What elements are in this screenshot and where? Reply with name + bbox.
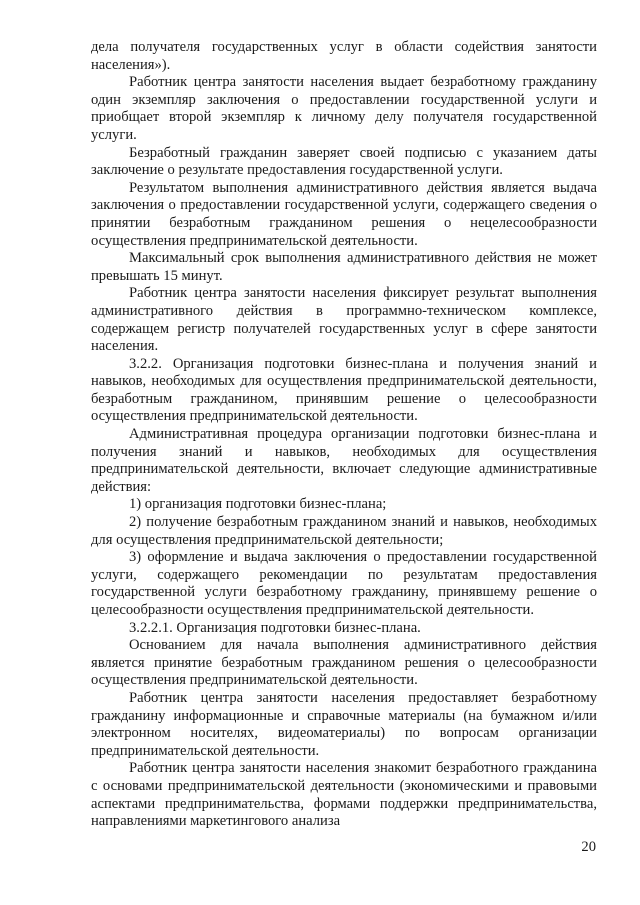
section-heading-3-2-2: 3.2.2. Организация подготовки бизнес-плана и получения знаний и навыков, необходимых для осуществления предпринимательской деятельности, безработным гражданином, принявшим решение о целесообразности осуществления предпринимательской деятельности. (91, 355, 597, 425)
paragraph-5: Максимальный срок выполнения административного действия не может превышать 15 минут. (91, 250, 597, 284)
paragraph-4: Результатом выполнения административного действия является выдача заключения о предоставлении государственной услуги, содержащего сведения о принятии безработным гражданином решения о нецелесообразности осуществления предпринимательской деятельности. (91, 179, 597, 249)
paragraph-1: дела получателя государственных услуг в области содействия занятости населения»). (91, 39, 597, 73)
paragraph-8: Административная процедура организации подготовки бизнес-плана и получения знаний и навыков, необходимых для осуществления предпринимательской деятельности, включает следующие административные действия: (91, 426, 597, 495)
list-item-1: 1) организация подготовки бизнес-плана; (129, 496, 387, 513)
paragraph-2: Работник центра занятости населения выдает безработному гражданину один экземпляр заключения о предоставлении государственной услуги и приобщает второй экземпляр к личному делу получателя государственной услуги. (91, 74, 597, 143)
page-number: 20 (581, 839, 596, 855)
paragraph-13: Основанием для начала выполнения административного действия является принятие безработным гражданином решения о целесообразности осуществления предпринимательской деятельности. (91, 637, 597, 689)
paragraph-14: Работник центра занятости населения предоставляет безработному гражданину информационные и справочные материалы (на бумажном и/или электронном носителях, видеоматериалы) по вопросам организации предпринимательской деятельности. (91, 689, 597, 759)
section-heading-3-2-2-1: 3.2.2.1. Организация подготовки бизнес-плана. (129, 619, 421, 636)
list-item-3: 3) оформление и выдача заключения о предоставлении государственной услуги, содержащего рекомендации по результатам предоставления государственной услуги безработному гражданину, принявшему решение о целесообразности осуществления предпринимательской деятельности. (91, 549, 597, 618)
paragraph-15: Работник центра занятости населения знакомит безработного гражданина с основами предпринимательской деятельности (экономическими и правовыми аспектами предпринимательства, формами поддержки предпринимательства, направлениями маркетингового анализа (91, 760, 597, 830)
document-page (91, 39, 597, 831)
paragraph-3: Безработный гражданин заверяет своей подписью с указанием даты заключение о результате предоставления государственной услуги. (91, 144, 597, 179)
list-item-2: 2) получение безработным гражданином знаний и навыков, необходимых для осуществления предпринимательской деятельности; (91, 514, 597, 548)
paragraph-6: Работник центра занятости населения фиксирует результат выполнения административного действия в программно-техническом комплексе, содержащем регистр получателей государственных услуг в сфере занятости населения. (91, 285, 597, 355)
